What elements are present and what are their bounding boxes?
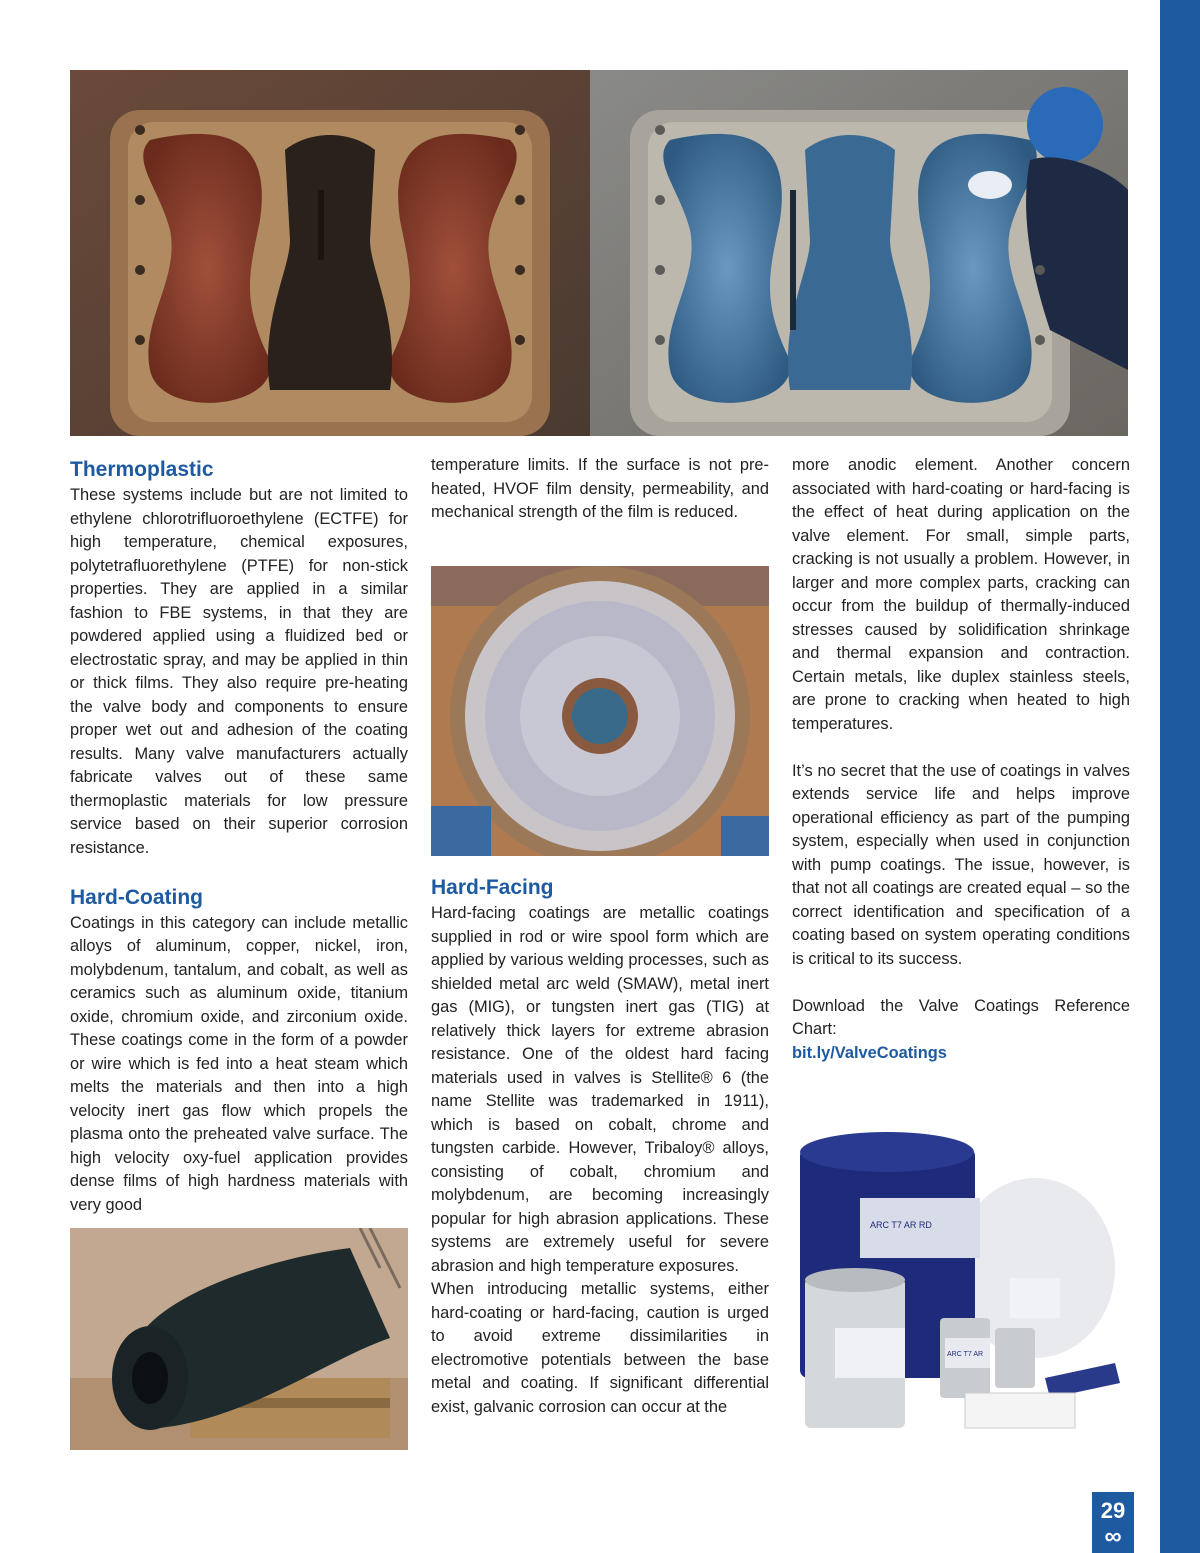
valve-coatings-link[interactable]: bit.ly/ValveCoatings <box>792 1043 947 1062</box>
coating-kit-photo <box>795 1128 1130 1448</box>
heading-hard-coating: Hard-Coating <box>70 885 203 909</box>
column-2 <box>431 454 769 525</box>
heading-thermoplastic: Thermoplastic <box>70 458 214 481</box>
heading-hard-facing: Hard-Facing <box>431 876 554 899</box>
paragraph-temperature-limits: temperature limits. If the surface is not pre-heated, HVOF film density, permeability, and mechanical strength of the film is reduced. <box>431 456 769 521</box>
page-number: 29 <box>1100 1498 1126 1523</box>
bucket-label: ARC T7 AR RD <box>870 1220 932 1230</box>
page-number-badge <box>1092 1492 1134 1553</box>
coated-pump-photo <box>70 1228 408 1450</box>
paragraph-hard-coating: Coatings in this category can include metallic alloys of aluminum, copper, nickel, iron, molybdenum, tantalum, and cobalt, as well as ceramics such as aluminum oxide, titanium oxide, chromium oxide, and zirconium oxide. These coatings come in the form of a powder or wire which is fed into a heat steam which melts the materials and then into a high velocity inert gas flow which propels the plasma onto the preheated valve surface. The high velocity oxy-fuel application provides dense films of high hardness materials with very good <box>70 913 408 1214</box>
column-1 <box>70 456 408 1217</box>
page-edge-bar <box>1160 0 1200 1553</box>
can-label: ARC T7 AR <box>947 1351 984 1358</box>
paragraph-metallic-systems: When introducing metallic systems, either hard-coating or hard-facing, caution is urged to avoid extreme dissimilarities in electromotive potentials between the base metal and coating. If significant differential exist, galvanic corrosion can occur at the <box>431 1280 769 1416</box>
paragraph-hard-facing: Hard-facing coatings are metallic coatings supplied in rod or wire spool form which are applied by various welding processes, such as shielded metal arc weld (SMAW), metal inert gas (MIG), or tungsten inert gas (TIG) at relatively thick layers for extreme abrasion resistance. One of the oldest hard facing materials used in valves is Stellite® 6 (the name Stellite was trademarked in 1911), which is based on cobalt, chrome and tungsten carbide. However, Tribaloy® alloys, consisting of cobalt, chromium and molybdenum, are becoming increasingly popular for high abrasion applications. These systems are extremely useful for severe abrasion and high temperature exposures. <box>431 904 769 1275</box>
paragraph-thermoplastic: These systems include but are not limited to ethylene chlorotrifluoroethylene (ECTFE) for high temperature, chemical exposures, polytetrafluorethylene (PTFE) for non-stick properties. They are applied in a similar fashion to FBE systems, in that they are powdered applied using a fluidized bed or electrostatic spray, and may be applied in thin or thick films. They also require pre-heating the valve body and components to ensure proper wet out and adhesion of the coating results. Many valve manufacturers actually fabricate valves out of these same thermoplastic materials for low pressure service based on their superior corrosion resistance. <box>70 486 408 857</box>
infinity-icon: ∞ <box>1104 1523 1122 1550</box>
valve-comparison-photo <box>70 70 1128 436</box>
column-3 <box>792 454 1130 1065</box>
paragraph-download-chart: Download the Valve Coatings Reference Chart: <box>792 996 1130 1038</box>
paragraph-anodic-element: more anodic element. Another concern associated with hard-coating or hard-facing is the effect of heat during application on the valve element. For small, simple parts, cracking is not usually a problem. However, in larger and more complex parts, cracking can occur from the buildup of thermally-induced stresses caused by solidification shrinkage and thermal expansion and contraction. Certain metals, like duplex stainless steels, are prone to cracking when heated to high temperatures. <box>792 456 1130 733</box>
column-2-hard-facing <box>431 874 769 1419</box>
paragraph-coatings-service-life: It’s no secret that the use of coatings in valves extends service life and helps improve operational efficiency as part of the pumping system, especially when used in conjunction with pump coatings. The issue, however, is that not all coatings are created equal – so the correct identification and specification of a coating based on system operating conditions is critical to its success. <box>792 761 1130 968</box>
coated-valve-interior-photo <box>431 566 769 856</box>
